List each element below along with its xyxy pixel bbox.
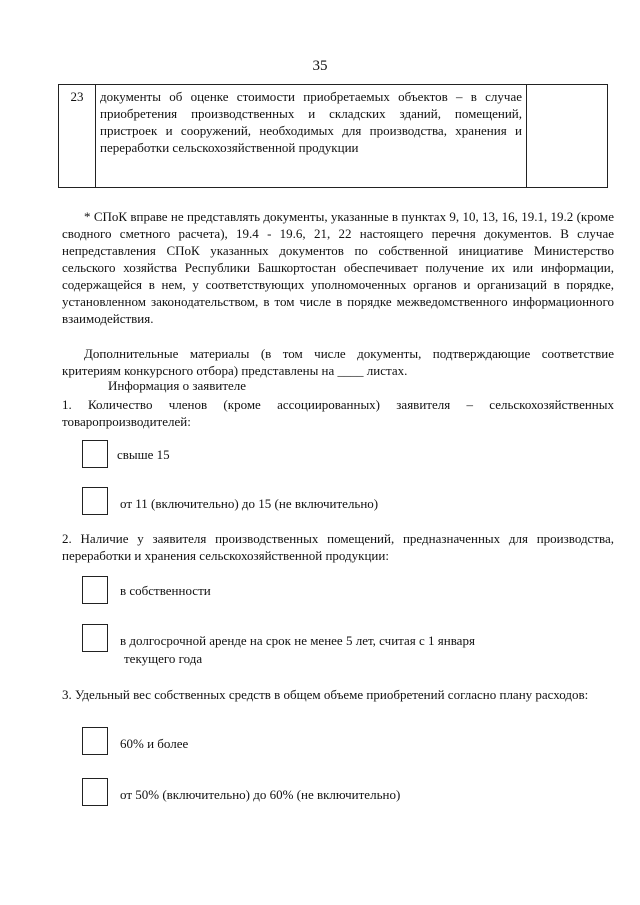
checkbox-q2-lease[interactable] [82,624,108,652]
checkbox-q1-11-15[interactable] [82,487,108,515]
option-q2-lease: в долгосрочной аренде на срок не менее 5 лет, считая с 1 января [120,633,475,648]
footnote: * СПоК вправе не представлять документы, указанные в пунктах 9, 10, 13, 16, 19.1, 19.2 (кроме сводного сметного расчета), 19.4 - 19.6, 21, 22 настоящего перечня документов. В случае непредставления СПоК указанных документов по собственной инициативе Министерство сельского хозяйства Республики Башкортостан обеспечивает получение их или информации, содержащейся в нем, у соответствующих уполномоченных органов и организаций в порядке, установленном законодательством, в том числе в порядке межведомственного информационного взаимодействия. [62,209,614,326]
page-number: 35 [312,58,328,74]
checkbox-q3-50-60[interactable] [82,778,108,806]
additional-materials: Дополнительные материалы (в том числе документы, подтверждающие соответствие критериям конкурсного отбора) представлены на ____ листах. [62,346,614,378]
question-2: 2. Наличие у заявителя производственных помещений, предназначенных для производства, переработки и хранения сельскохозяйственной продукции: [62,531,614,563]
option-q2-lease-cont: текущего года [124,651,203,666]
table-row [59,85,608,188]
option-q3-50-60: от 50% (включительно) до 60% (не включительно) [120,787,401,802]
checkbox-q2-owned[interactable] [82,576,108,604]
row-number: 23 [59,85,96,188]
option-q1-over-15: свыше 15 [117,447,170,462]
documents-table [58,84,608,188]
option-q2-owned: в собственности [120,583,211,598]
option-q3-60-plus: 60% и более [120,736,189,751]
checkbox-q1-over-15[interactable] [82,440,108,468]
option-q1-11-15: от 11 (включительно) до 15 (не включительно) [120,496,379,511]
row-empty-cell [527,85,608,188]
checkbox-q3-60-plus[interactable] [82,727,108,755]
info-heading: Информация о заявителе [108,378,247,393]
question-3: 3. Удельный вес собственных средств в общем объеме приобретений согласно плану расходов: [62,687,589,702]
question-1: 1. Количество членов (кроме ассоциированных) заявителя – сельскохозяйственных товаропроизводителей: [62,397,614,429]
row-text: документы об оценке стоимости приобретаемых объектов – в случае приобретения производственных и складских зданий, помещений, пристроек и сооружений, необходимых для производства, хранения и переработки сельскохозяйственной продукции [96,85,527,188]
